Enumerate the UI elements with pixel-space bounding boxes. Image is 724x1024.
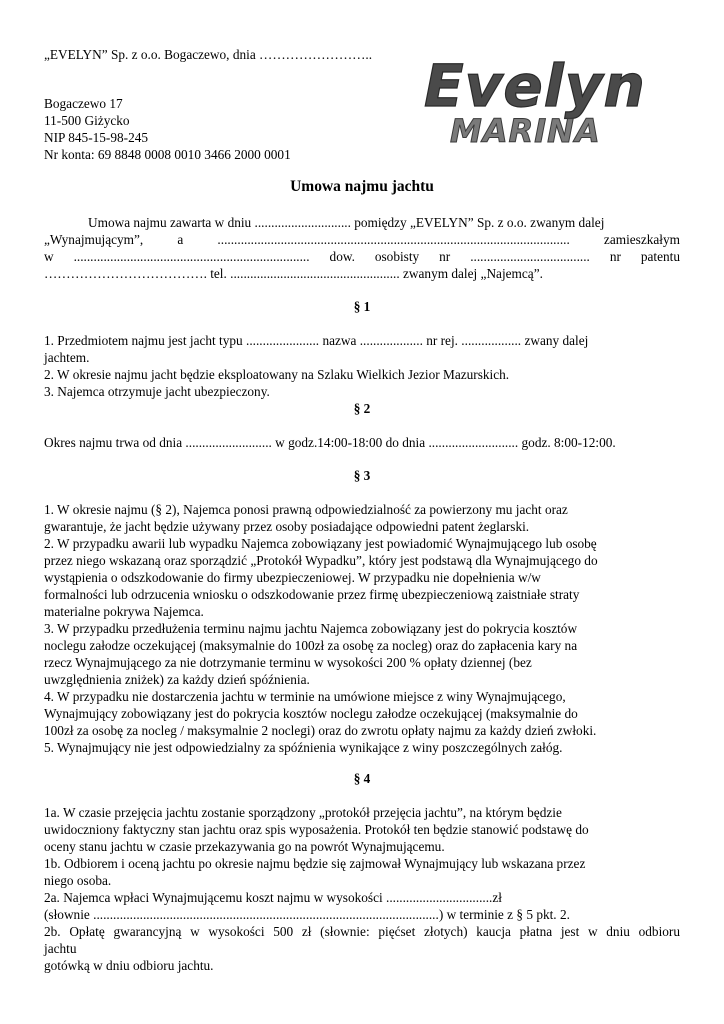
- section-4-heading: § 4: [353, 771, 371, 786]
- section-3-line: 5. Wynajmujący nie jest odpowiedzialny za spóźnienia wynikające z winy poszczególnych załóg.: [44, 740, 563, 755]
- section-3-line: noclegu załodze oczekującej (maksymalnie do 100zł za osobę za nocleg) oraz do zapłacenia kary na: [44, 638, 578, 653]
- section-1-line: 1. Przedmiotem najmu jest jacht typu ...................... nazwa ................... nr rej. .................. zwany dalej: [44, 333, 589, 348]
- section-4-line: 2a. Najemca wpłaci Wynajmującemu koszt najmu w wysokości ................................zł: [44, 890, 502, 905]
- section-2-line: Okres najmu trwa od dnia .......................... w godz.14:00-18:00 do dnia ........................... godz. 8:00-12:00.: [44, 435, 616, 450]
- intro-line-3: w ....................................................................... dow. osobisty nr .................................... nr patentu: [44, 249, 680, 264]
- company-date-line: „EVELYN” Sp. z o.o. Bogaczewo, dnia ……………………..: [44, 47, 373, 62]
- section-4-line: uwidoczniony faktyczny stan jachtu oraz spis wyposażenia. Protokół ten będzie stanowić podstawę do: [44, 822, 589, 837]
- section-3-line: rzecz Wynajmującego za nie dotrzymanie terminu w wysokości 200 % opłaty dziennej (bez: [44, 655, 532, 670]
- section-4-line: gotówką w dniu odbioru jachtu.: [44, 958, 214, 973]
- contract-title: Umowa najmu jachtu: [290, 178, 434, 195]
- section-3-line: gwarantuje, że jacht będzie używany przez osoby posiadające odpowiedni patent żeglarski.: [44, 519, 530, 534]
- section-1-line: jachtem.: [44, 350, 90, 365]
- intro-line-1: Umowa najmu zawarta w dniu ............................. pomiędzy „EVELYN” Sp. z o.o. zwanym dalej: [88, 215, 605, 230]
- intro-line-4: ………………………………. tel. ................................................... zwanym dalej „Najemcą”.: [44, 266, 543, 281]
- section-4-line: oceny stanu jachtu w czasie przekazywania go na powrót Wynajmującemu.: [44, 839, 445, 854]
- section-4-line: 1a. W czasie przejęcia jachtu zostanie sporządzony „protokół przejęcia jachtu”, na którym będzie: [44, 805, 562, 820]
- section-3-line: uwzględnienia zniżek) za każdy dzień spóźnienia.: [44, 672, 310, 687]
- intro-line-2: „Wynajmującym”, a .......................................................................................................... zamieszkałym: [44, 232, 680, 247]
- logo-word-evelyn: Evelyn: [424, 52, 646, 120]
- section-3-line: formalności lub odrzucenia wniosku o odszkodowanie przez firmę ubezpieczeniową zaistniałe straty: [44, 587, 580, 602]
- address-city: 11-500 Giżycko: [44, 113, 130, 128]
- section-4-line: 2b. Opłatę gwarancyjną w wysokości 500 zł (słownie: pięćset złotych) kaucja płatna jest w dniu odbioru: [44, 924, 680, 939]
- section-3-line: 3. W przypadku przedłużenia terminu najmu jachtu Najemca zobowiązany jest do pokrycia kosztów: [44, 621, 578, 636]
- section-1-line: 2. W okresie najmu jacht będzie eksploatowany na Szlaku Wielkich Jezior Mazurskich.: [44, 367, 510, 382]
- section-1-line: 3. Najemca otrzymuje jacht ubezpieczony.: [44, 384, 270, 399]
- section-3-line: 4. W przypadku nie dostarczenia jachtu w terminie na umówione miejsce z winy Wynajmującego,: [44, 689, 566, 704]
- evelyn-marina-logo: [420, 50, 660, 150]
- address-nip: NIP 845-15-98-245: [44, 130, 149, 145]
- section-3-line: 1. W okresie najmu (§ 2), Najemca ponosi prawną odpowiedzialność za powierzony mu jacht oraz: [44, 502, 568, 517]
- section-4-line: niego osoba.: [44, 873, 112, 888]
- section-1-heading: § 1: [353, 299, 371, 314]
- section-3-line: materialne pokrywa Najemca.: [44, 604, 204, 619]
- section-4-line: (słownie ........................................................................................................) w terminie z § 5 pkt. 2.: [44, 907, 570, 922]
- section-3-heading: § 3: [353, 468, 371, 483]
- section-3-line: wystąpienia o odszkodowanie do firmy ubezpieczeniowej. W przypadku nie dopełnienia w/w: [44, 570, 541, 585]
- section-3-line: 2. W przypadku awarii lub wypadku Najemca zobowiązany jest powiadomić Wynajmującego lub osobę: [44, 536, 597, 551]
- section-3-line: Wynajmujący zobowiązany jest do pokrycia kosztów noclegu załodze oczekującej (maksymalnie do: [44, 706, 578, 721]
- section-3-line: przez niego wskazaną oraz sporządzić „Protokół Wypadku”, który jest podstawą dla Wynajmującego do: [44, 553, 598, 568]
- address-street: Bogaczewo 17: [44, 96, 123, 111]
- address-account: Nr konta: 69 8848 0008 0010 3466 2000 0001: [44, 147, 291, 162]
- section-4-line: 1b. Odbiorem i oceną jachtu po okresie najmu będzie się zajmował Wynajmujący lub wskazana przez: [44, 856, 586, 871]
- section-3-line: 100zł za osobę za nocleg / maksymalnie 2 noclegi) oraz do zwrotu opłaty najmu za każdy dzień zwłoki.: [44, 723, 597, 738]
- section-4-line: jachtu: [44, 941, 77, 956]
- logo-word-marina: MARINA: [450, 112, 601, 150]
- section-2-heading: § 2: [353, 401, 371, 416]
